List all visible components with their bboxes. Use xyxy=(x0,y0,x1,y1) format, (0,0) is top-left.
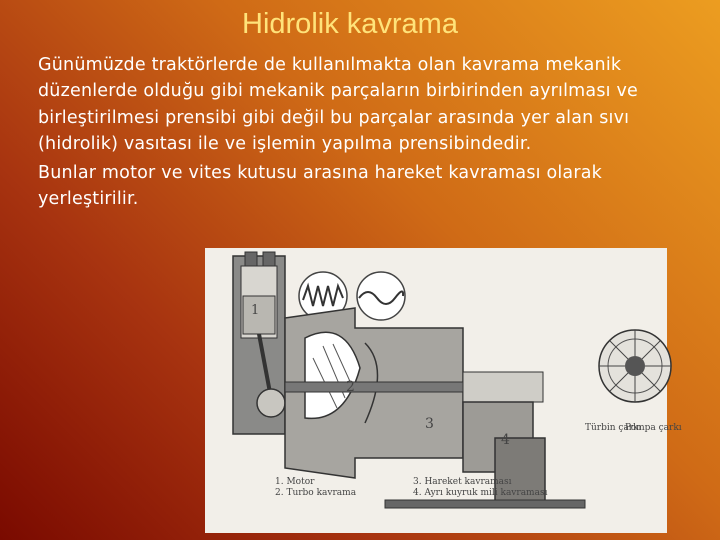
pump-wheel-label: Pompa çarkı xyxy=(625,423,682,433)
legend-item-2: 2. Turbo kavrama xyxy=(275,488,357,498)
hydraulic-clutch-diagram xyxy=(205,248,682,533)
part-number-4: 4 xyxy=(501,432,510,448)
legend-item-3: 3. Hareket kavraması xyxy=(413,477,512,487)
engine-cylinder xyxy=(233,252,285,434)
clutch-housing xyxy=(285,308,463,478)
part-number-3: 3 xyxy=(425,416,434,432)
wave-symbol xyxy=(357,272,405,320)
legend-item-4: 4. Ayrı kuyruk mili kavraması xyxy=(413,488,548,498)
slide-body xyxy=(38,52,708,214)
legend-item-1: 1. Motor xyxy=(275,477,315,487)
paragraph-1: Günümüzde traktörlerde de kullanılmakta olan kavrama mekanik düzenlerde olduğu gibi mekanik parçaların birbirinden ayrılması ve birleştirilmesi prensibi gibi değil bu parçalar arasında yer alan sıvı (hidrolik) vasıtası ile ve işlemin yapılma prensibindedir. xyxy=(38,55,638,155)
paragraph-2: Bunlar motor ve vites kutusu arasına hareket kavraması olarak yerleştirilir. xyxy=(38,162,603,210)
part-number-2: 2 xyxy=(346,379,355,395)
turbine-wheel xyxy=(599,330,671,402)
turbine-wheel-label: Türbin çarkı xyxy=(585,423,642,433)
part-number-1: 1 xyxy=(251,303,260,318)
slide-title: Hidrolik kavrama xyxy=(242,8,458,40)
